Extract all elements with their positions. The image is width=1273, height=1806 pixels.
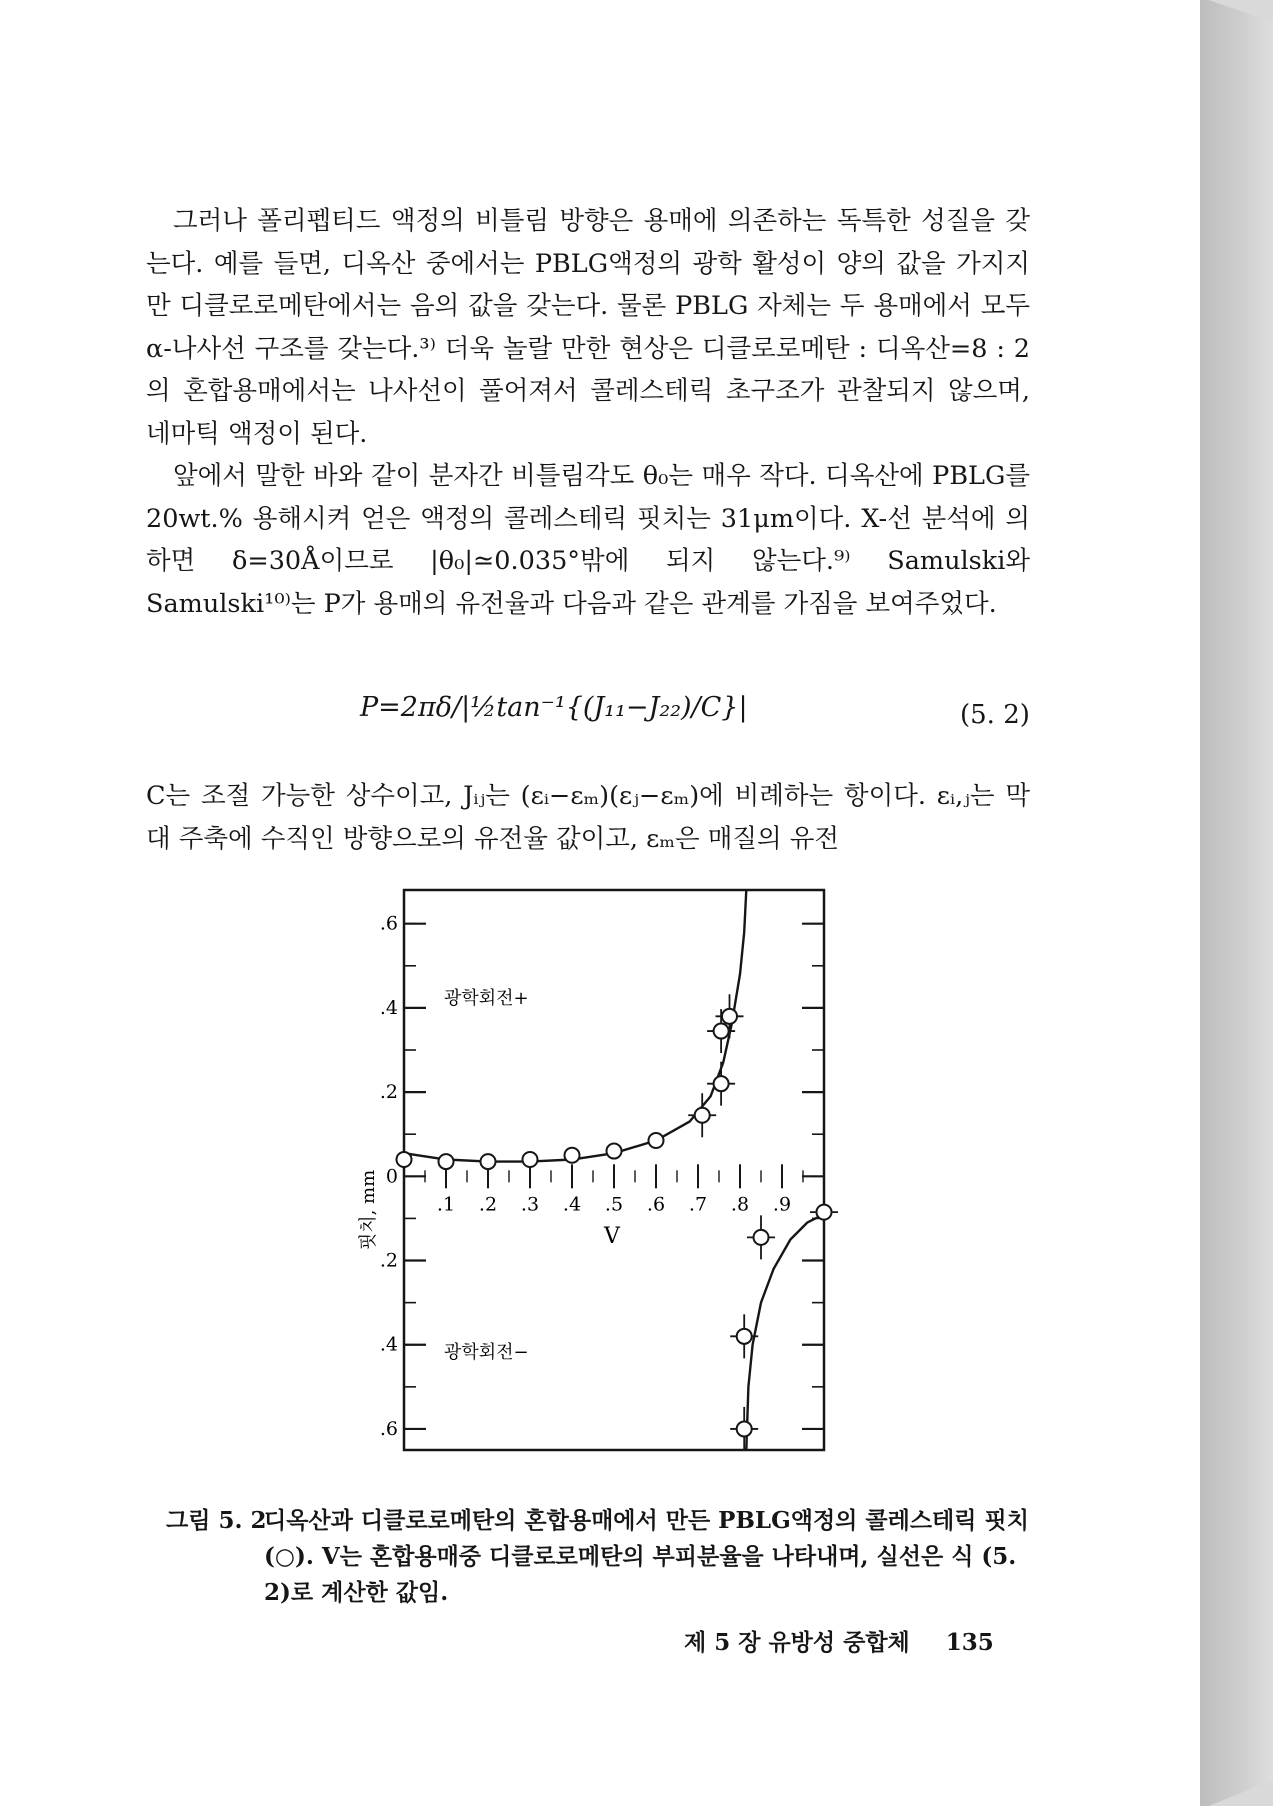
negative-curve: [746, 1214, 824, 1450]
paragraph-3: C는 조절 가능한 상수이고, Jᵢⱼ는 (εᵢ−εₘ)(εⱼ−εₘ)에 비례하는 항이다. εᵢ,ⱼ는 막대 주축에 수직인 방향으로의 유전율 값이고, εₘ은 매질의 유전: [146, 781, 1030, 854]
data-point: [481, 1154, 496, 1169]
page-edge-shadow: [1200, 0, 1273, 1806]
data-point: [747, 1215, 775, 1259]
x-tick-label: .1: [436, 1193, 456, 1216]
data-point: [565, 1148, 580, 1163]
paragraph-2: 앞에서 말한 바와 같이 분자간 비틀림각도 θ₀는 매우 작다. 디옥산에 PBLG를 20wt.% 용해시켜 얻은 액정의 콜레스테릭 핏치는 31μm이다. X-선 분석에 의하면 δ=30Å이므로 |θ₀|≃0.035°밖에 되지 않는다.⁹⁾ Samulski와 Samulski¹⁰⁾는 P가 용매의 유전율과 다음과 같은 관계를 가짐을 보여주었다.: [146, 461, 1030, 619]
equation-number: (5. 2): [960, 700, 1030, 730]
annotation-positive: 광학회전+: [444, 988, 529, 1009]
y-axis-label: 핏치, mm: [358, 1169, 379, 1251]
x-tick-label: .4: [562, 1193, 582, 1216]
running-title: 제 5 장 유방성 중합체: [684, 1629, 910, 1656]
caption-label: 그림 5. 2: [166, 1507, 267, 1534]
y-tick-label: .4: [379, 1333, 398, 1356]
x-tick-label: .5: [604, 1193, 624, 1216]
data-point: [607, 1144, 622, 1159]
data-point: [730, 1407, 758, 1451]
data-point: [649, 1133, 664, 1148]
x-tick-label: .7: [688, 1193, 708, 1216]
pitch-chart: [340, 880, 840, 1480]
page-number: 135: [945, 1629, 994, 1656]
y-tick-label: .4: [379, 996, 398, 1019]
x-tick-label: .3: [520, 1193, 540, 1216]
caption-text: 디옥산과 디클로로메탄의 혼합용매에서 만든 PBLG액정의 콜레스테릭 핏치(○). V는 혼합용매중 디클로로메탄의 부피분율을 나타내며, 실선은 식 (5. 2)로 계산한 값임.: [264, 1507, 1029, 1606]
annotation-negative: 광학회전−: [444, 1342, 529, 1363]
body-text: [146, 200, 1030, 625]
data-point: [730, 1314, 758, 1358]
positive-curve: [404, 890, 746, 1162]
y-tick-label: .2: [379, 1249, 398, 1272]
y-tick-label: .6: [379, 912, 398, 935]
page-footer: [684, 1624, 994, 1657]
data-point: [439, 1154, 454, 1169]
data-point: [810, 1190, 838, 1234]
x-axis-label: V: [604, 1224, 620, 1249]
data-point: [688, 1093, 716, 1137]
x-tick-label: .2: [478, 1193, 498, 1216]
x-tick-label: .9: [772, 1193, 792, 1216]
y-tick-label: .6: [379, 1417, 398, 1440]
y-tick-label: 0: [385, 1165, 398, 1188]
y-tick-label: .2: [379, 1081, 398, 1104]
x-tick-label: .8: [730, 1193, 750, 1216]
data-point: [707, 1062, 735, 1106]
body-text-continued: [146, 775, 1030, 860]
equation: P=2πδ/|½tan⁻¹{(J₁₁−J₂₂)/C}|: [360, 692, 748, 723]
paragraph-1: 그러나 폴리펩티드 액정의 비틀림 방향은 용매에 의존하는 독특한 성질을 갖는다. 예를 들면, 디옥산 중에서는 PBLG액정의 광학 활성이 양의 값을 가지지만 디클로로메탄에서는 음의 값을 갖는다. 물론 PBLG 자체는 두 용매에서 모두 α-나사선 구조를 갖는다.³⁾ 더욱 놀랄 만한 현상은 디클로로메탄 : 디옥산=8 : 2의 혼합용매에서는 나사선이 풀어져서 콜레스테릭 초구조가 관찰되지 않으며, 네마틱 액정이 된다.: [146, 206, 1030, 449]
data-point: [523, 1152, 538, 1167]
data-point: [397, 1152, 412, 1167]
x-tick-label: .6: [646, 1193, 666, 1216]
